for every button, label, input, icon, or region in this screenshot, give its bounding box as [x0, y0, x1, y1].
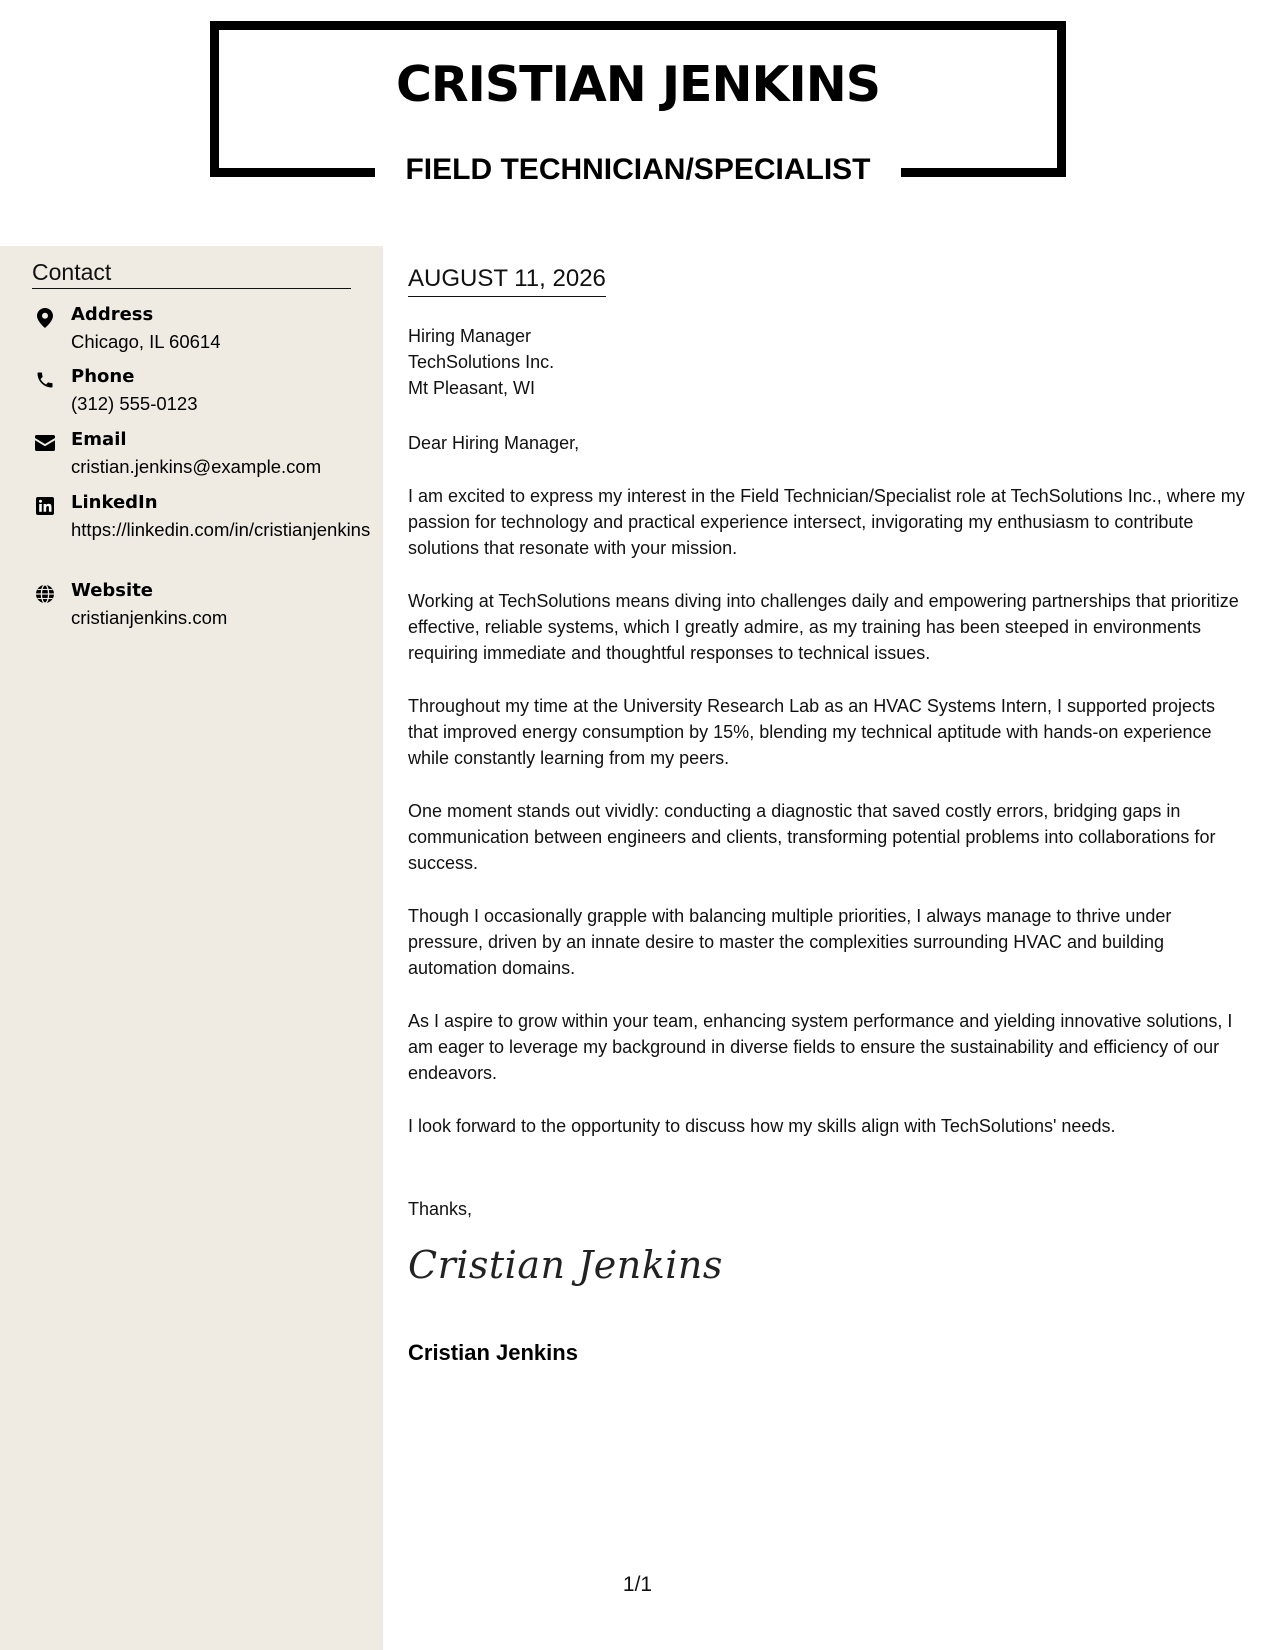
contact-linkedin-link[interactable]: https://linkedin.com/in/cristianjenkins [71, 519, 371, 540]
body-paragraph: I am excited to express my interest in the Field Technician/Specialist role at TechSolutions Inc., where my passion for technology and practical experience intersect, invigorating my enthusiasm to contribute solutions that resonate with your mission. [408, 486, 1245, 558]
location-pin-icon [35, 308, 55, 328]
contact-heading: Contact [32, 260, 351, 289]
phone-icon [35, 370, 55, 390]
body-paragraph: One moment stands out vividly: conducting a diagnostic that saved costly errors, bridging gaps in communication between engineers and clients, transforming potential problems into collaborations for success. [408, 801, 1216, 873]
globe-icon [35, 584, 55, 604]
letter-body [408, 483, 1250, 1166]
contact-label: Address [71, 304, 154, 325]
linkedin-icon [35, 496, 55, 516]
recipient-line: TechSolutions Inc. [408, 352, 555, 372]
contact-label: Phone [71, 366, 135, 387]
envelope-icon [35, 433, 55, 453]
body-paragraph: I look forward to the opportunity to discuss how my skills align with TechSolutions' needs. [408, 1116, 1116, 1136]
salutation: Dear Hiring Manager, [408, 433, 580, 453]
applicant-name: CRISTIAN JENKINS [395, 56, 881, 113]
job-title: FIELD TECHNICIAN/SPECIALIST [405, 153, 871, 186]
contact-value: (312) 555-0123 [71, 393, 198, 414]
recipient-line: Hiring Manager [408, 326, 532, 346]
letter-date: AUGUST 11, 2026 [408, 266, 606, 297]
recipient-block [408, 323, 554, 401]
header-frame-bottom-left [210, 168, 375, 177]
page-number: 1/1 [622, 1573, 653, 1596]
signer-name: Cristian Jenkins [408, 1340, 578, 1365]
signature: Cristian Jenkins [408, 1243, 723, 1287]
body-paragraph: Throughout my time at the University Research Lab as an HVAC Systems Intern, I supported projects that improved energy consumption by 15%, blending my technical aptitude with hands-on experience while constantly learning from my peers. [408, 696, 1216, 768]
body-paragraph: Though I occasionally grapple with balancing multiple priorities, I always manage to thrive under pressure, driven by an innate desire to master the complexities surrounding HVAC and building automation domains. [408, 906, 1172, 978]
header-frame-bottom-right [901, 168, 1066, 177]
contact-label: Email [71, 429, 127, 450]
body-paragraph: As I aspire to grow within your team, enhancing system performance and yielding innovative solutions, I am eager to leverage my background in diverse fields to ensure the sustainability and efficiency of our endeavors. [408, 1011, 1233, 1083]
contact-email-link[interactable]: cristian.jenkins@example.com [71, 456, 322, 477]
recipient-line: Mt Pleasant, WI [408, 378, 536, 398]
contact-value: Chicago, IL 60614 [71, 331, 221, 352]
contact-label: Website [71, 580, 154, 601]
contact-website-link[interactable]: cristianjenkins.com [71, 607, 228, 628]
contact-label: LinkedIn [71, 492, 158, 513]
body-paragraph: Working at TechSolutions means diving into challenges daily and empowering partnerships that prioritize effective, reliable systems, which I greatly admire, as my training has been steeped in environments requiring immediate and thoughtful responses to technical issues. [408, 591, 1239, 663]
closing: Thanks, [408, 1199, 473, 1219]
